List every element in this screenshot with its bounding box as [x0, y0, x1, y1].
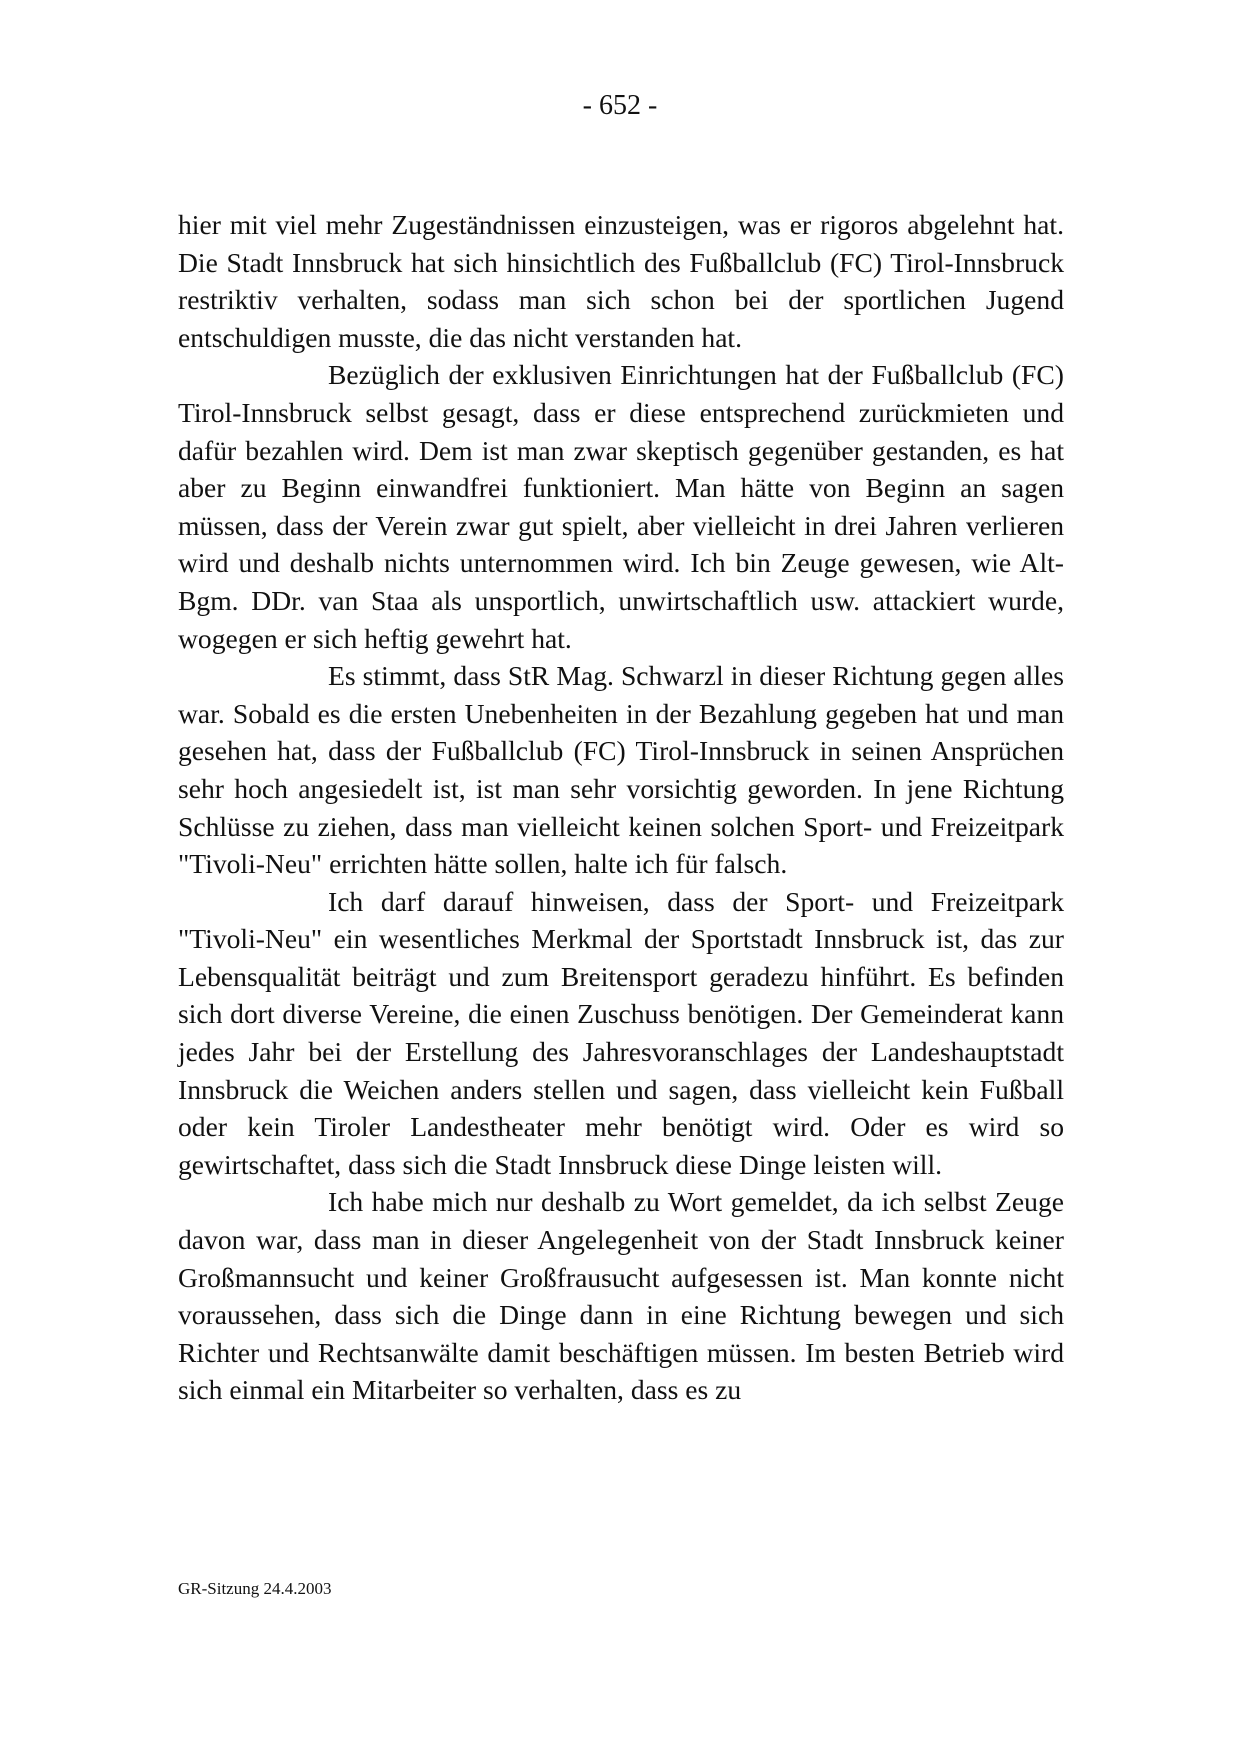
page-number: - 652 - [582, 90, 658, 121]
paragraph-4: Ich darf darauf hinweisen, dass der Sport- und Freizeitpark "Tivoli-Neu" ein wesentliches Merkmal der Sportstadt Innsbruck ist, das zur Lebensqualität beiträgt und zum Breitensport geradezu hinführt. Es befinden sich dort diverse Vereine, die einen Zuschuss benötigen. Der Gemeinderat kann jedes Jahr bei der Erstellung des Jahresvoranschlages der Landeshauptstadt Innsbruck die Weichen anders stellen und sagen, dass vielleicht kein Fußball oder kein Tiroler Landestheater mehr benötigt wird. Oder es wird so gewirtschaftet, dass sich die Stadt Innsbruck diese Dinge leisten will. [178, 885, 1064, 1180]
paragraph-5: Ich habe mich nur deshalb zu Wort gemeldet, da ich selbst Zeuge davon war, dass man in dieser Angelegenheit von der Stadt Innsbruck keiner Großmannsucht und keiner Großfrausucht aufgesessen ist. Man konnte nicht voraussehen, dass sich die Dinge dann in eine Richtung bewegen und sich Richter und Rechtsanwälte damit beschäftigen müssen. Im besten Betrieb wird sich einmal ein Mitarbeiter so verhalten, dass es zu [178, 1186, 1064, 1406]
footer-session-date: GR-Sitzung 24.4.2003 [178, 1579, 332, 1598]
body-text [178, 206, 1064, 1409]
paragraph-3: Es stimmt, dass StR Mag. Schwarzl in dieser Richtung gegen alles war. Sobald es die ersten Unebenheiten in der Bezahlung gegeben hat und man gesehen hat, dass der Fußballclub (FC) Tirol-Innsbruck in seinen Ansprüchen sehr hoch angesiedelt ist, ist man sehr vorsichtig geworden. In jene Richtung Schlüsse zu ziehen, dass man vielleicht keinen solchen Sport- und Freizeitpark "Tivoli-Neu" errichten hätte sollen, halte ich für falsch. [178, 660, 1064, 880]
paragraph-1: hier mit viel mehr Zugeständnissen einzusteigen, was er rigoros abgelehnt hat. Die Stadt Innsbruck hat sich hinsichtlich des Fußballclub (FC) Tirol-Innsbruck restriktiv verhalten, sodass man sich schon bei der sportlichen Jugend entschuldigen musste, die das nicht verstanden hat. [178, 209, 1064, 353]
paragraph-2: Bezüglich der exklusiven Einrichtungen hat der Fußballclub (FC) Tirol-Innsbruck selbst gesagt, dass er diese entsprechend zurückmieten und dafür bezahlen wird. Dem ist man zwar skeptisch gegenüber gestanden, es hat aber zu Beginn einwandfrei funktioniert. Man hätte von Beginn an sagen müssen, dass der Verein zwar gut spielt, aber vielleicht in drei Jahren verlieren wird und deshalb nichts unternommen wird. Ich bin Zeuge gewesen, wie Alt-Bgm. DDr. van Staa als unsportlich, unwirtschaftlich usw. attackiert wurde, wogegen er sich heftig gewehrt hat. [178, 359, 1064, 654]
